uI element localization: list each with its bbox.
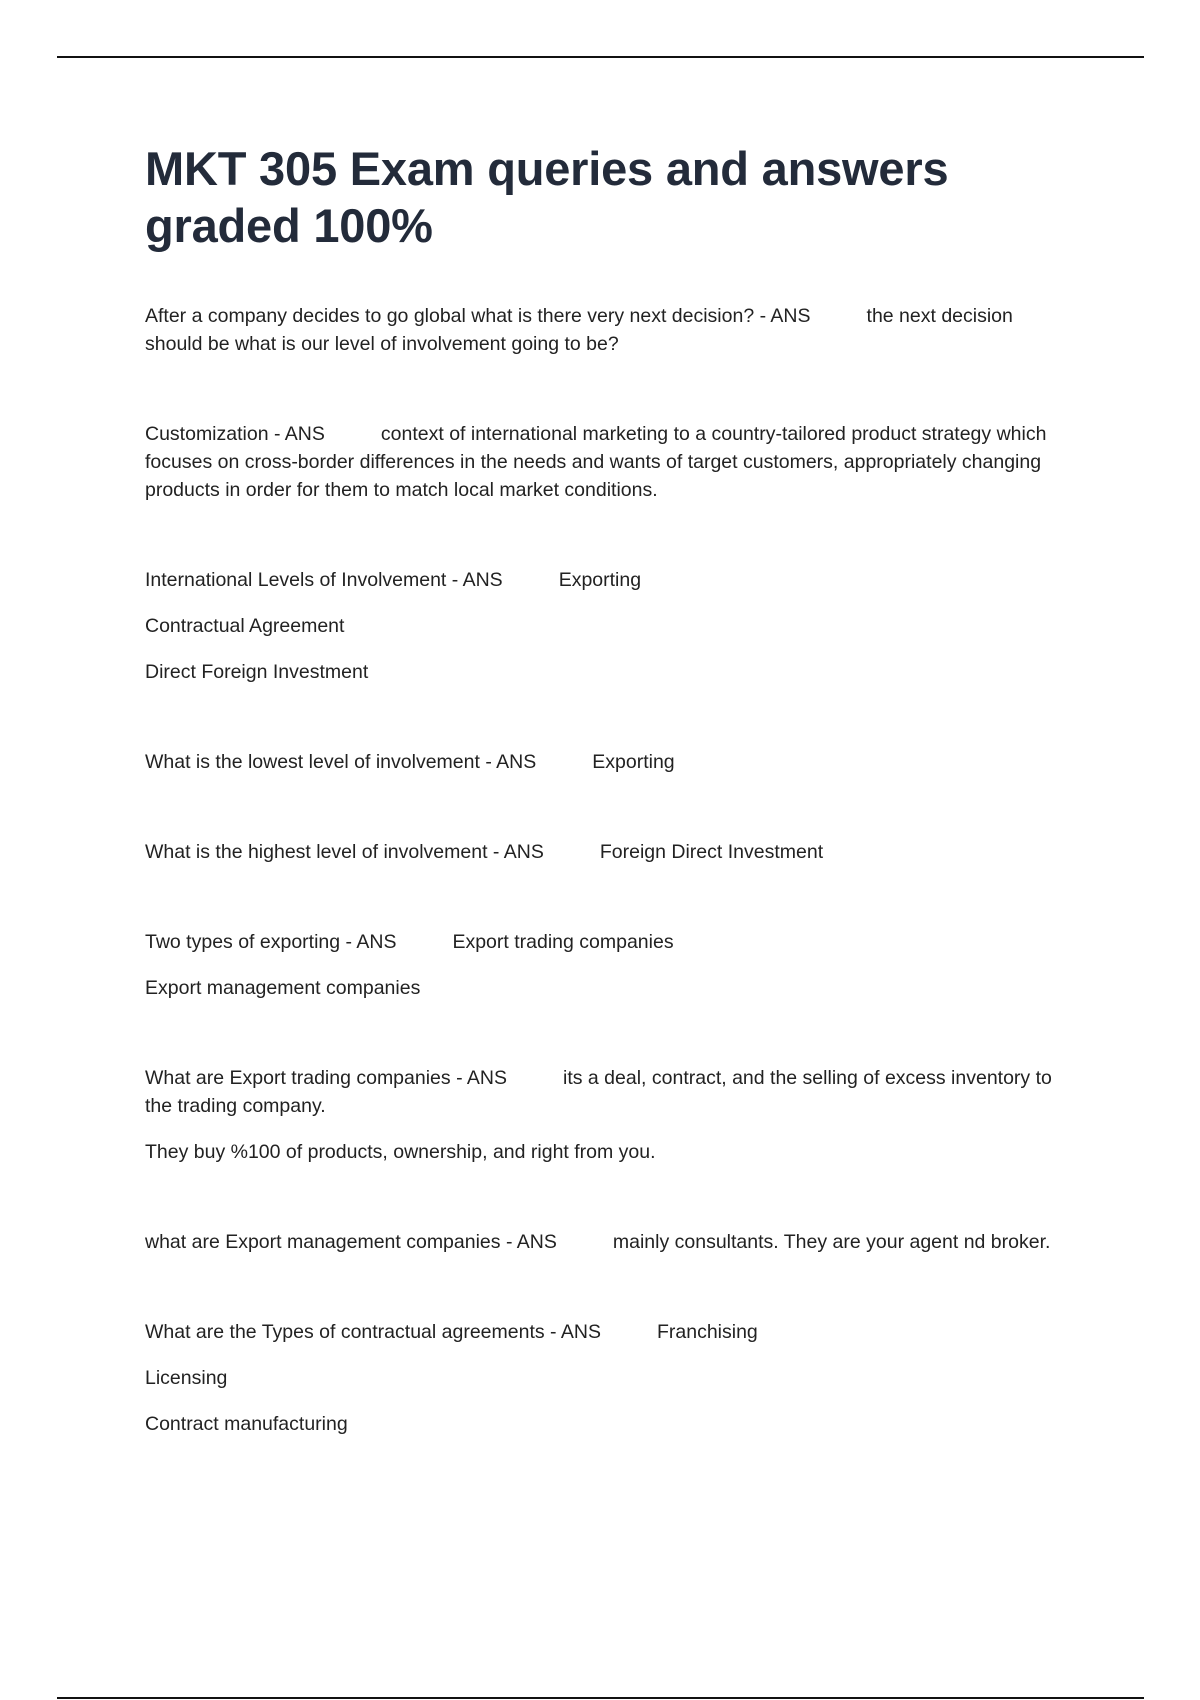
qa-item — [145, 748, 1065, 776]
qa-line — [145, 1318, 1065, 1346]
qa-line — [145, 748, 1065, 776]
qa-question: What are Export trading companies - ANS — [145, 1067, 507, 1089]
qa-answer: Franchising — [656, 1321, 758, 1343]
qa-question: Customization - ANS — [145, 423, 325, 445]
qa-extra-line: Export management companies — [145, 977, 421, 999]
qa-extra-line: Contract manufacturing — [145, 1413, 348, 1435]
top-divider — [57, 56, 1144, 58]
qa-answer: context of international marketing to a country-tailored product strategy which focuses on cross-border differences in the needs and wants of target customers, appropriately changing products in order for them to match local market conditions. — [145, 423, 1047, 501]
qa-item — [145, 566, 1065, 686]
qa-item — [145, 1318, 1065, 1438]
qa-line — [145, 302, 1065, 358]
qa-answer: Exporting — [592, 751, 675, 773]
bottom-divider — [57, 1697, 1144, 1699]
qa-line — [145, 566, 1065, 594]
qa-extra-line: They buy %100 of products, ownership, and right from you. — [145, 1141, 656, 1163]
qa-item — [145, 420, 1065, 504]
qa-question: After a company decides to go global what is there very next decision? - ANS — [145, 305, 811, 327]
qa-question: International Levels of Involvement - ANS — [145, 569, 503, 591]
qa-question: What is the lowest level of involvement - ANS — [145, 751, 537, 773]
qa-line — [145, 420, 1065, 504]
qa-answer: the next decision should be what is our level of involvement going to be? — [145, 305, 1013, 355]
qa-question: What is the highest level of involvement - ANS — [145, 841, 544, 863]
qa-item — [145, 1064, 1065, 1166]
qa-item — [145, 1228, 1065, 1256]
qa-answer: Foreign Direct Investment — [599, 841, 824, 863]
qa-line — [145, 1064, 1065, 1120]
qa-question: Two types of exporting - ANS — [145, 931, 397, 953]
qa-extra-line: Contractual Agreement — [145, 615, 345, 637]
qa-answer: mainly consultants. They are your agent nd broker. — [612, 1231, 1051, 1253]
qa-extra-line: Direct Foreign Investment — [145, 661, 369, 683]
qa-answer: Exporting — [558, 569, 642, 591]
qa-line — [145, 1228, 1065, 1256]
qa-item — [145, 838, 1065, 866]
document-body — [145, 140, 1065, 1500]
qa-item — [145, 928, 1065, 1002]
qa-item — [145, 302, 1065, 358]
qa-question: what are Export management companies - ANS — [145, 1231, 557, 1253]
qa-extra-line: Licensing — [145, 1367, 228, 1389]
qa-answer: Export trading companies — [452, 931, 674, 953]
document-title: MKT 305 Exam queries and answers graded 100% — [145, 142, 949, 252]
qa-question: What are the Types of contractual agreements - ANS — [145, 1321, 601, 1343]
qa-line — [145, 928, 1065, 956]
qa-line — [145, 838, 1065, 866]
qa-answer: its a deal, contract, and the selling of excess inventory to the trading company. — [145, 1067, 1052, 1117]
